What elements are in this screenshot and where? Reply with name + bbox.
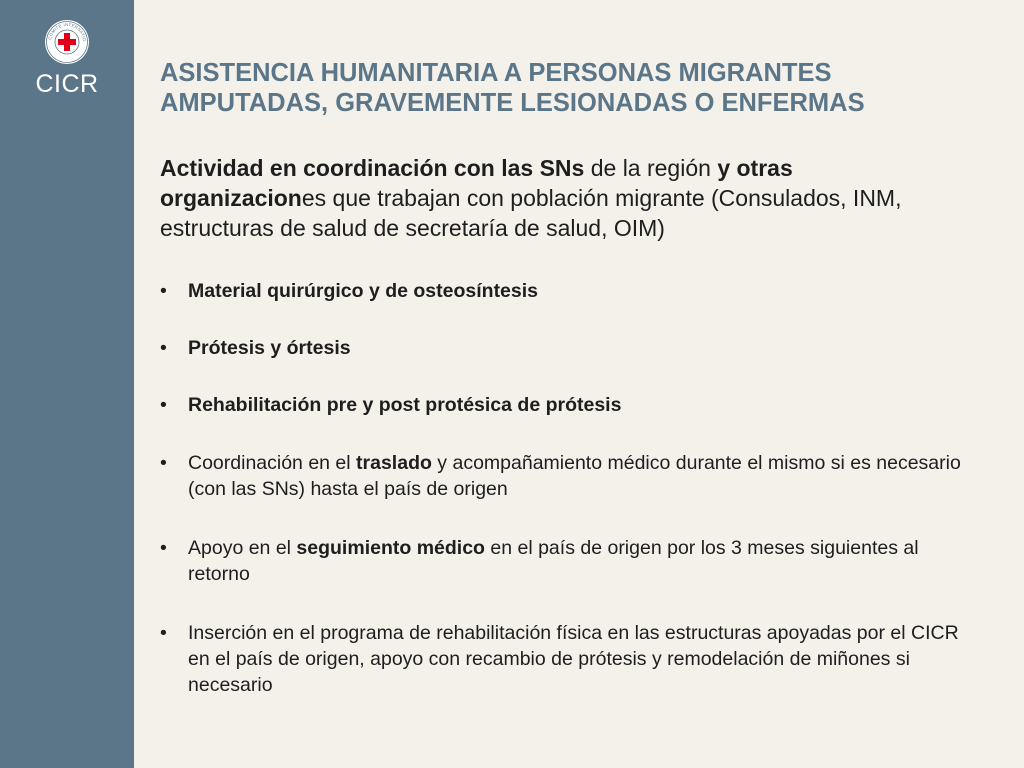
intro-bold-1: Actividad en coordinación con las SNs [160,155,585,181]
list-item [160,450,980,502]
list-item [160,620,980,698]
intro-text-1: de la región [584,155,718,181]
list-item [160,335,980,361]
sidebar [0,0,134,768]
bullet-text-post: y acompañamiento médico durante el mismo si es necesario (con las SNs) hasta el país de origen [188,452,961,500]
bullet-marker: • [160,337,167,359]
title-line-1: ASISTENCIA HUMANITARIA A PERSONAS MIGRANTES [160,59,832,87]
bullet-text-post: en el país de origen por los 3 meses siguientes al retorno [188,537,919,585]
intro-text-2: es que trabajan con población migrante (Consulados, INM, estructuras de salud de secretaría de salud, OIM) [160,185,902,241]
bullet-text-pre: Apoyo en el [188,537,297,559]
bullet-bold-text: Material quirúrgico y de osteosíntesis [188,280,539,302]
bullet-text-pre: Inserción en el programa de rehabilitación física en las estructuras apoyadas por el CICR en el país de origen, apoyo con recambio de prótesis y remodelación de miñones si necesario [188,622,959,696]
list-item [160,392,980,418]
bullet-marker: • [160,280,167,302]
title-line-2: AMPUTADAS, GRAVEMENTE LESIONADAS O ENFERMAS [160,89,865,117]
bullet-marker: • [160,394,167,416]
bullet-bold-text: seguimiento médico [296,537,485,559]
bullet-bold-text: Rehabilitación pre y post protésica de prótesis [188,394,622,416]
bullet-bold-text: traslado [356,452,432,474]
icrc-emblem-icon [44,19,90,65]
bullet-text-pre: Coordinación en el [188,452,357,474]
bullet-marker: • [160,537,167,559]
bullet-bold-text: Prótesis y órtesis [188,337,351,359]
bullet-marker: • [160,622,167,644]
intro-bold-2: y otras organizacion [160,155,793,211]
brand-name: CICR [35,70,99,98]
list-item [160,278,980,304]
list-item [160,535,980,587]
intro-paragraph [160,153,960,243]
bullet-marker: • [160,452,167,474]
emblem-text: COMITE INTERNATIO [47,21,88,42]
page-title [160,58,1000,118]
